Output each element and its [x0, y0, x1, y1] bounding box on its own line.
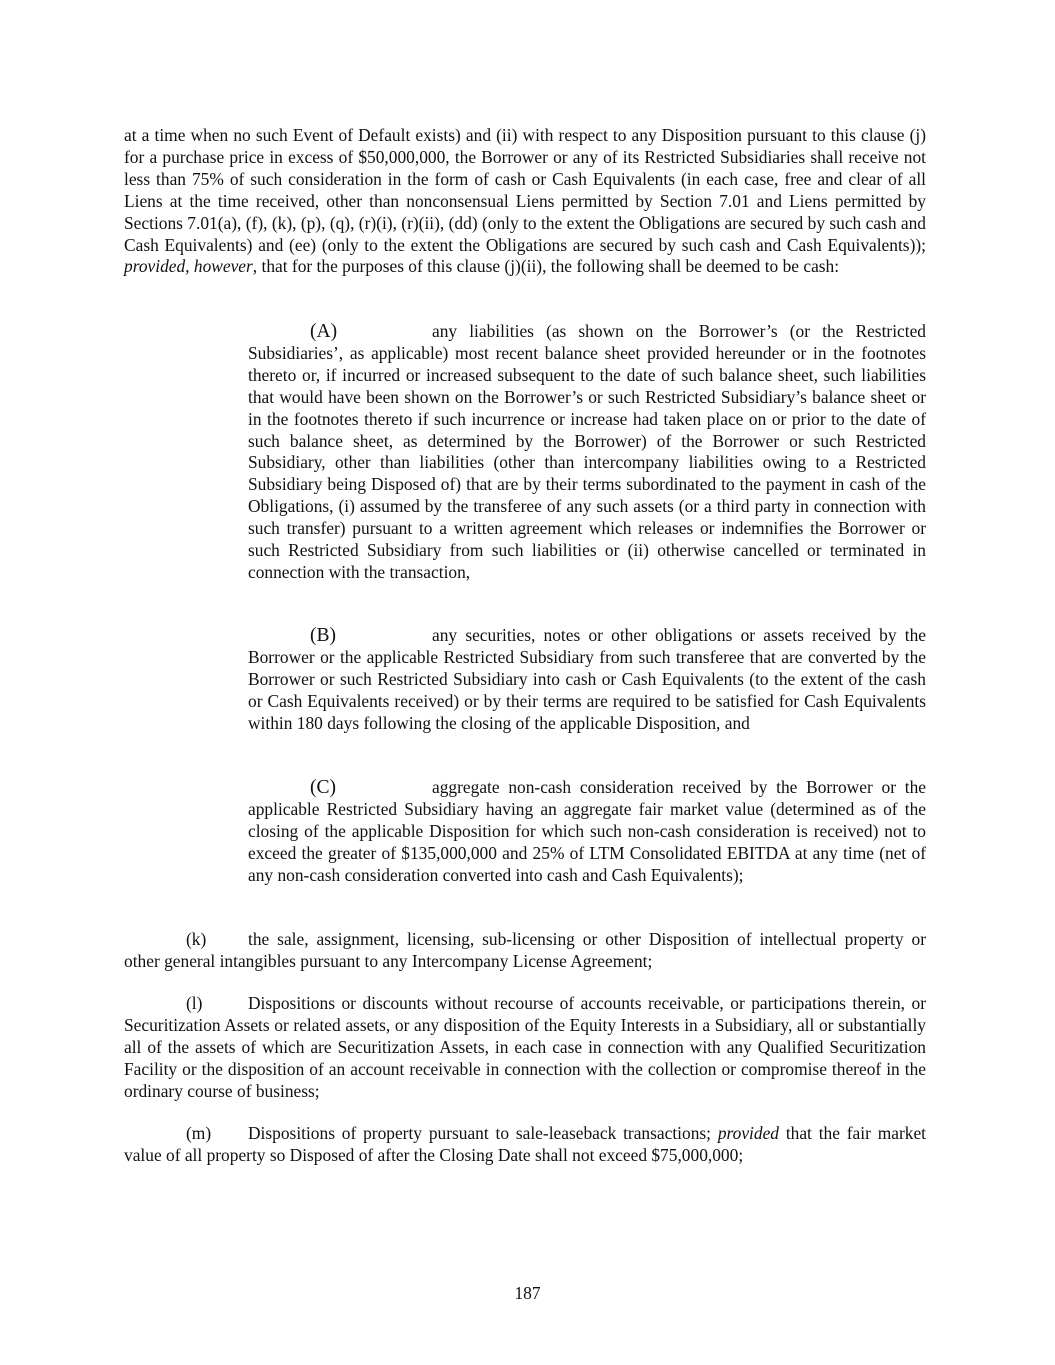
paragraph-l-label: (l): [186, 993, 203, 1013]
paragraph-k: [124, 929, 926, 973]
paragraph-l: [124, 993, 926, 1103]
subparagraph-c-text: aggregate non-cash consideration received by the Borrower or the applicable Restricted Subsidiary having an aggregate fair market value (determined as of the closing of the applicable Disposition for which such non-cash consideration is received) not to exceed the greater of $135,000,000 and 25% of LTM Consolidated EBITDA at any time (net of any non-cash consideration converted into cash and Cash Equivalents);: [248, 777, 926, 885]
paragraph-m-italic: provided: [717, 1123, 779, 1143]
paragraph-m-label: (m): [186, 1123, 212, 1143]
paragraph-m: [124, 1123, 926, 1167]
subparagraph-b-text: any securities, notes or other obligations or assets received by the Borrower or the applicable Restricted Subsidiary from such transferee that are converted by the Borrower or such Restricted Subsidiary into cash or Cash Equivalents (to the extent of the cash or Cash Equivalents received) or by their terms are required to be satisfied for Cash Equivalents within 180 days following the closing of the applicable Disposition, and: [248, 625, 926, 733]
intro-text-2: , that for the purposes of this clause (j)(ii), the following shall be deemed to be cash:: [252, 256, 840, 277]
paragraph-intro: [124, 125, 926, 278]
subparagraph-a: [248, 321, 926, 584]
subparagraph-b-label: (B): [310, 625, 336, 646]
intro-text-1: at a time when no such Event of Default exists) and (ii) with respect to any Disposition pursuant to this clause (j) for a purchase price in excess of $50,000,000, the Borrower or any of its Restricted Subsidiaries shall receive not less than 75% of such consideration in the form of cash or Cash Equivalents (in each case, free and clear of all Liens at the time received, other than nonconsensual Liens permitted by Section 7.01 and Liens permitted by Sections 7.01(a), (f), (k), (p), (q), (r)(i), (r)(ii), (dd) (only to the extent the Obligations are secured by such cash and Cash Equivalents) and (ee) (only to the extent the Obligations are secured by such cash and Cash Equivalents));: [124, 125, 926, 255]
paragraph-k-label: (k): [186, 929, 207, 949]
page-number: 187: [514, 1283, 541, 1303]
subparagraph-a-label: (A): [310, 321, 338, 342]
paragraph-l-text: Dispositions or discounts without recourse of accounts receivable, or participations therein, or Securitization Assets or related assets, or any disposition of the Equity Interests in a Subsidiary, all or substantially all of the assets of which are Securitization Assets, in each case in connection with any Qualified Securitization Facility or the disposition of an account receivable in connection with the collection or compromise thereof in the ordinary course of business;: [124, 993, 926, 1101]
subparagraph-c-label: (C): [310, 777, 336, 798]
subparagraph-b: [248, 625, 926, 735]
paragraph-k-text: the sale, assignment, licensing, sub-licensing or other Disposition of intellectual property or other general intangibles pursuant to any Intercompany License Agreement;: [124, 929, 926, 971]
subparagraph-c: [248, 777, 926, 887]
subparagraph-a-text: any liabilities (as shown on the Borrower’s (or the Restricted Subsidiaries’, as applicable) most recent balance sheet provided hereunder or in the footnotes thereto or, if incurred or increased subsequent to the date of such balance sheet, such liabilities that would have been shown on the Borrower’s or such Restricted Subsidiary’s balance sheet or in the footnotes thereto if such incurrence or increase had taken place on or prior to the date of such balance sheet, as determined by the Borrower) of the Borrower or such Restricted Subsidiary, other than liabilities (other than intercompany liabilities owing to a Restricted Subsidiary being Disposed of) that are by their terms subordinated to the payment in cash of the Obligations, (i) assumed by the transferee of any such assets (or a third party in connection with such transfer) pursuant to a written agreement which releases or indemnifies the Borrower or such Restricted Subsidiary from such liabilities or (ii) otherwise cancelled or terminated in connection with the transaction,: [248, 321, 926, 582]
paragraph-m-text-2: that the fair market value of all property so Disposed of after the Closing Date shall not exceed $75,000,000;: [124, 1123, 926, 1165]
intro-italic: provided, however: [124, 256, 253, 277]
paragraph-m-text-1: Dispositions of property pursuant to sale-leaseback transactions;: [248, 1123, 718, 1143]
